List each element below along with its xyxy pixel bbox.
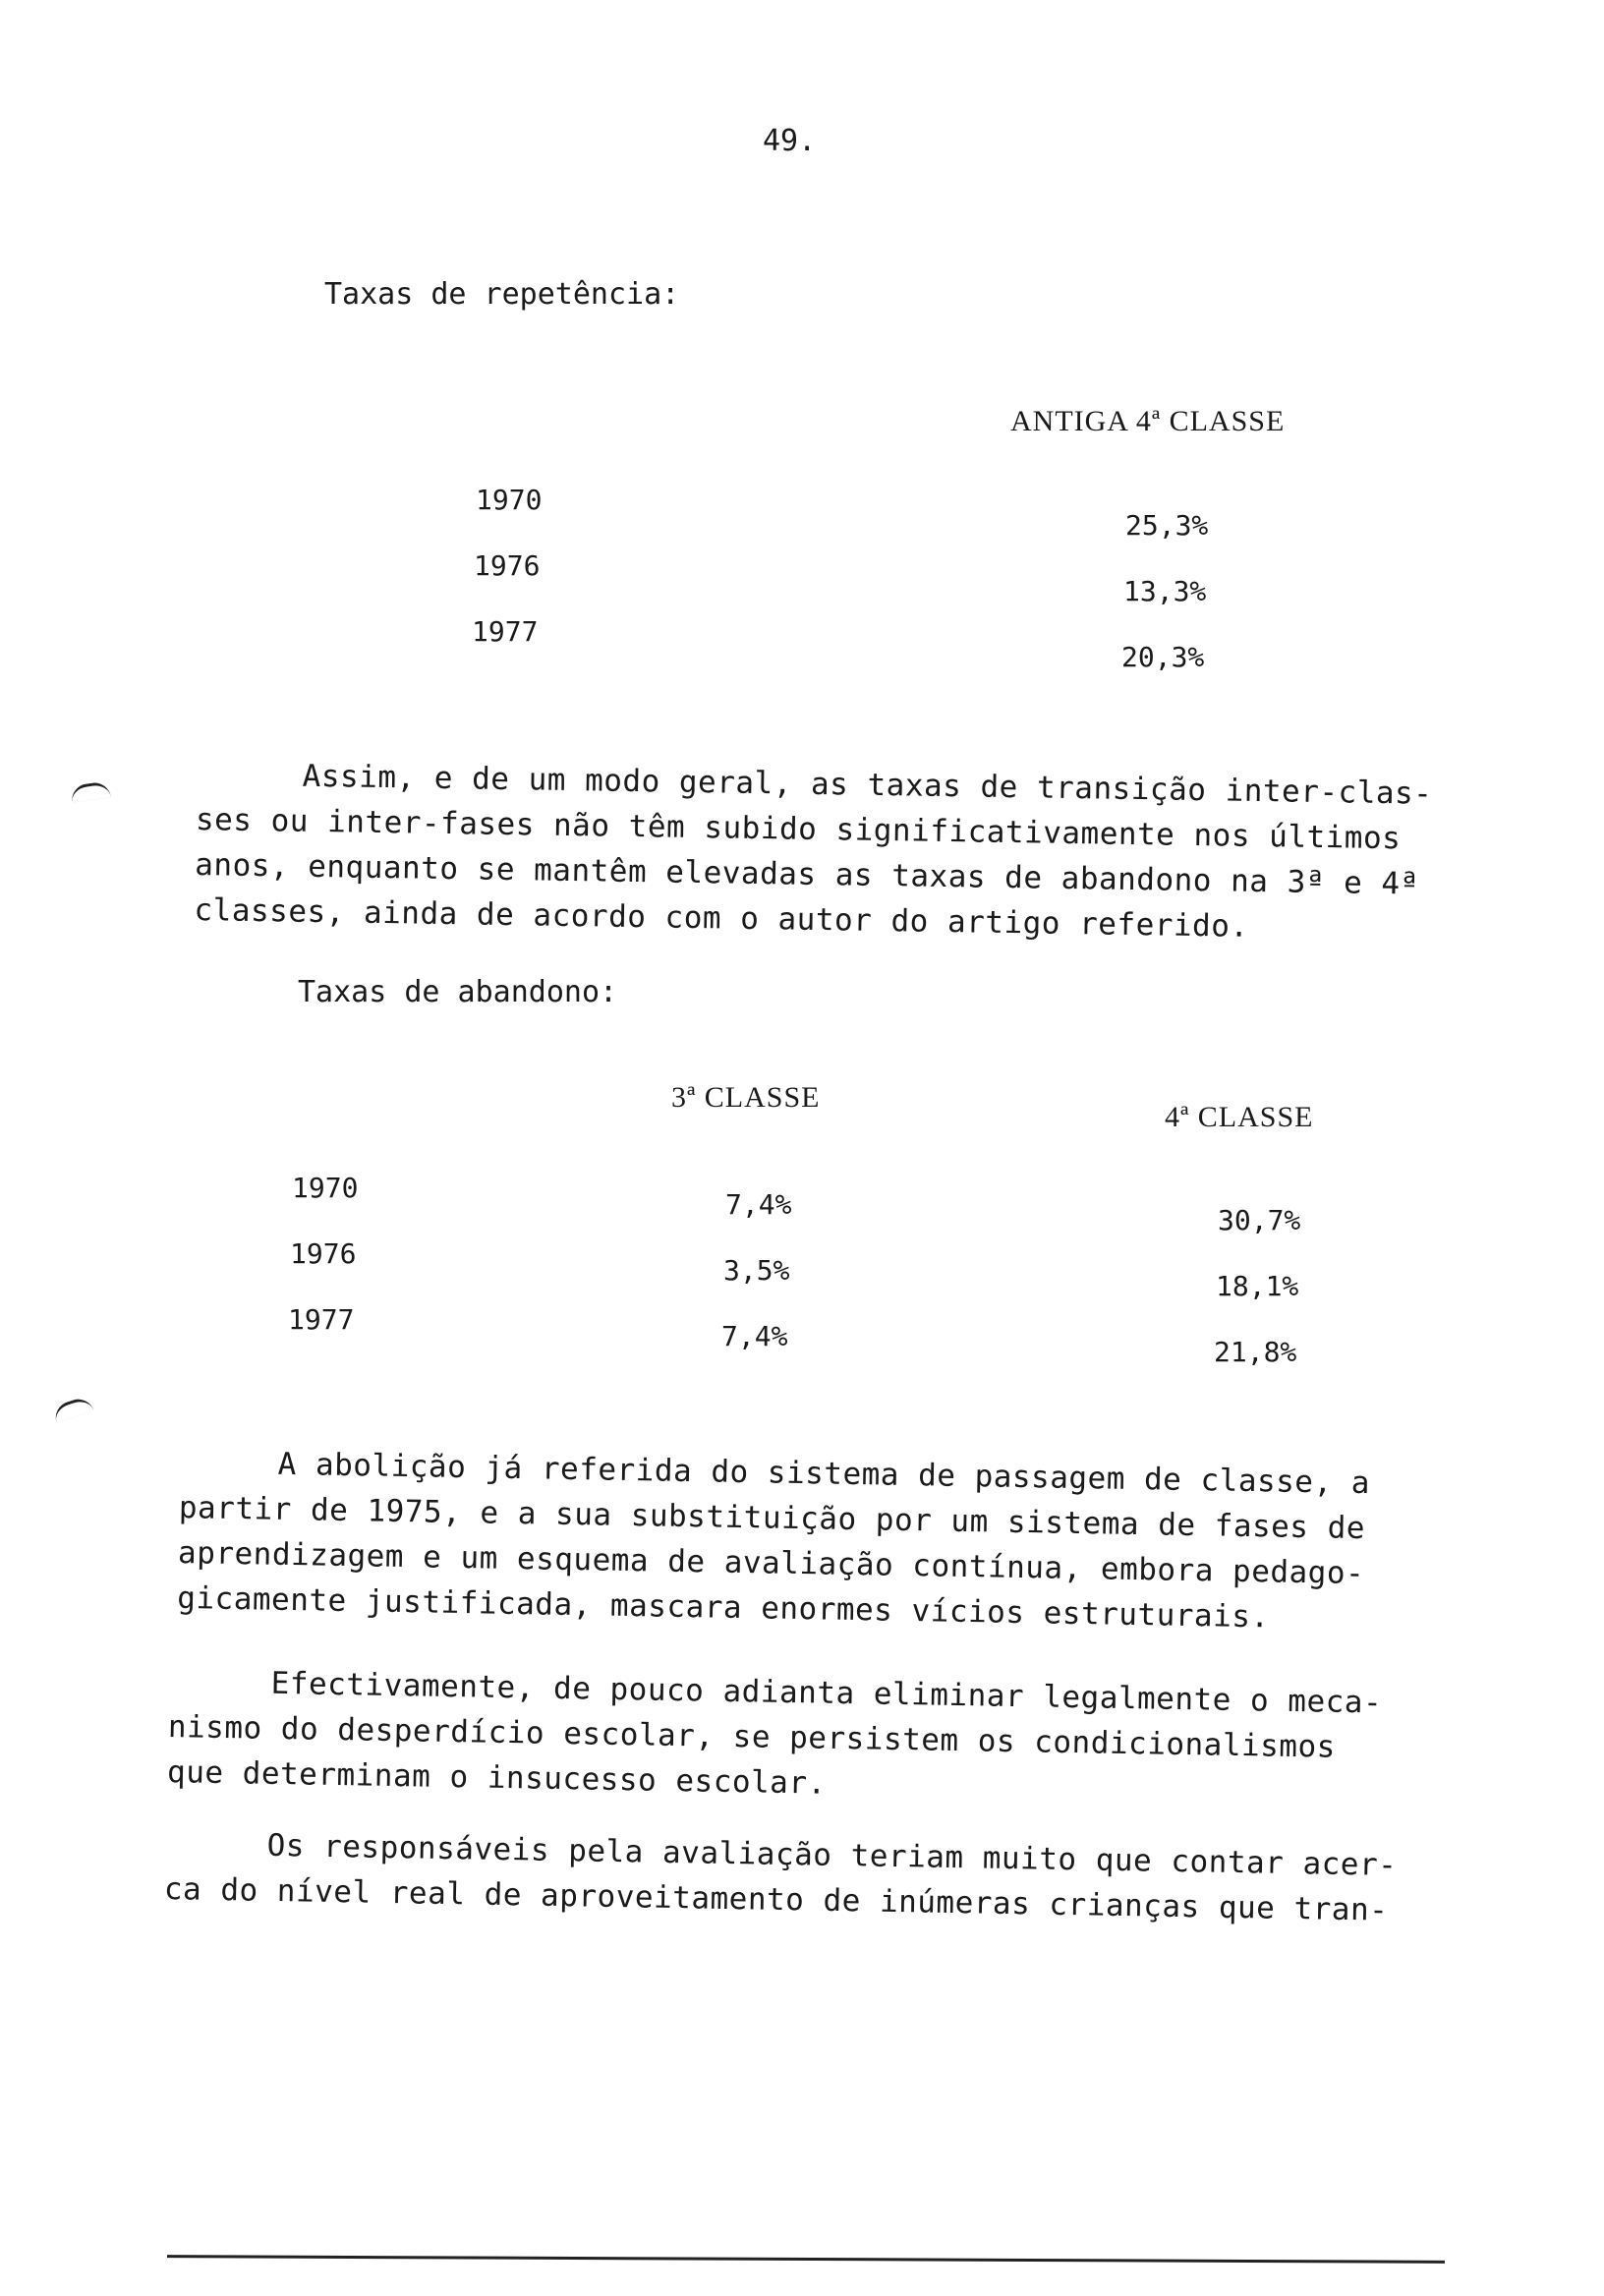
paragraph-line: Assim, e de um modo geral, as taxas de transição inter-clas- (302, 758, 1433, 812)
abandono-value-3: 3,5% (723, 1254, 790, 1287)
paragraph-3 (166, 1664, 1476, 1854)
paragraph-2 (176, 1445, 1487, 1684)
repetencia-heading: Taxas de repetência: (324, 277, 680, 312)
abandono-value-4: 18,1% (1216, 1270, 1299, 1302)
abandono-value-3: 7,4% (721, 1320, 788, 1352)
paragraph-1 (193, 757, 1493, 1004)
repetencia-value: 13,3% (1123, 575, 1207, 607)
paragraph-line: Efectivamente, de pouco adianta eliminar legalmente o meca- (270, 1665, 1383, 1721)
paragraph-line: Os responsáveis pela avaliação teriam muito que contar acer- (266, 1827, 1398, 1883)
paragraph-line: nismo do desperdício escolar, se persistem os condicionalismos (167, 1708, 1337, 1765)
margin-mark (70, 780, 111, 802)
abandono-year: 1977 (288, 1303, 355, 1336)
paragraph-line: classes, ainda de acordo com o autor do artigo referido. (194, 891, 1249, 945)
paragraph-line: anos, enquanto se mantêm elevadas as taxas de abandono na 3ª e 4ª (194, 846, 1420, 902)
repetencia-year: 1977 (472, 615, 539, 648)
paragraph-line: que determinam o insucesso escolar. (166, 1753, 828, 1802)
page-number: 49. (763, 124, 817, 158)
abandono-column-header-4: 4ª CLASSE (1165, 1101, 1314, 1133)
repetencia-value: 25,3% (1125, 509, 1209, 542)
repetencia-value: 20,3% (1121, 641, 1205, 673)
abandono-year: 1970 (292, 1172, 359, 1204)
abandono-heading: Taxas de abandono: (298, 975, 618, 1009)
bottom-rule (167, 2255, 1445, 2264)
paragraph-line: partir de 1975, e a sua substituição por um sistema de fases de (178, 1489, 1366, 1547)
paragraph-4 (163, 1826, 1472, 1967)
abandono-value-3: 7,4% (725, 1188, 792, 1221)
paragraph-line: gicamente justificada, mascara enormes vícios estruturais. (176, 1579, 1270, 1636)
paragraph-line: ses ou inter-fases não têm subido significativamente nos últimos (195, 801, 1402, 857)
repetencia-column-header: ANTIGA 4ª CLASSE (1010, 405, 1286, 437)
repetencia-year: 1976 (474, 549, 541, 582)
paragraph-line: aprendizagem e um esquema de avaliação contínua, embora pedago- (177, 1534, 1365, 1592)
abandono-column-header-3: 3ª CLASSE (671, 1081, 821, 1114)
paragraph-line: A abolição já referida do sistema de passagem de classe, a (277, 1446, 1371, 1502)
abandono-year: 1976 (290, 1237, 357, 1270)
margin-mark (51, 1395, 93, 1423)
abandono-value-4: 21,8% (1214, 1336, 1297, 1368)
abandono-value-4: 30,7% (1218, 1204, 1301, 1236)
repetencia-year: 1970 (476, 484, 543, 516)
paragraph-line: ca do nível real de aproveitamento de inúmeras crianças que tran- (163, 1870, 1389, 1928)
